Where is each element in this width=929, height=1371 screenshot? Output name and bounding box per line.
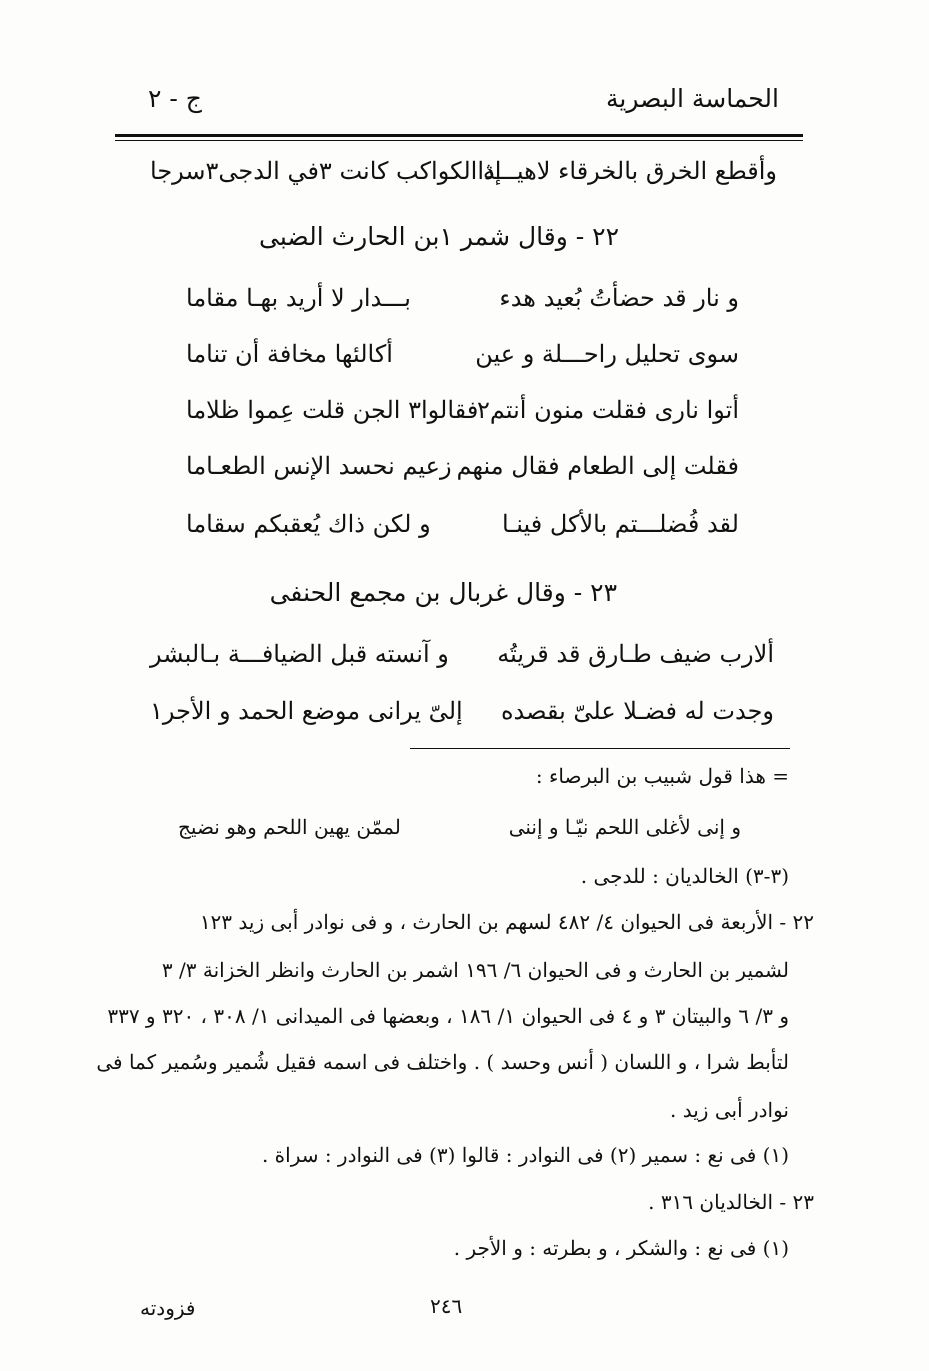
footnote-verse-right: و إنى لأغلى اللحم نيّـا و إننى <box>508 815 741 839</box>
verse-hemistich-left: أكالئها مخافة أن تناما <box>186 340 393 368</box>
verse-hemistich-right: وأقطع الخرق بالخرقاء لاهيـــة <box>482 157 777 185</box>
footnote-line: لتأبط شرا ، و اللسان ( أنس وحسد ) . واختلف فى اسمه فقيل شُمير وسُمير كما فى <box>96 1050 789 1074</box>
footnote-line: ٢٢ - الأربعة فى الحيوان ٤/ ٤٨٢ لسهم بن الحارث ، و فى نوادر أبى زيد ١٢٣ <box>199 910 814 934</box>
verse-hemistich-left: بـــدار لا أريد بهـا مقاما <box>186 284 411 312</box>
header-rule-thin <box>115 140 803 141</box>
footnote-line: نوادر أبى زيد . <box>670 1098 789 1122</box>
footnote-line: (١) فى نع : والشكر ، و بطرته : و الأجر . <box>453 1236 789 1260</box>
running-header-volume: ج - ٢ <box>148 84 202 113</box>
verse-hemistich-right: لقد فُضلـــتم بالأكل فينـا <box>501 510 739 538</box>
verse-hemistich-right: فقلت إلى الطعام فقال منهم <box>456 452 739 480</box>
verse-hemistich-right: أتوا نارى فقلت منون أنتم٢ <box>477 396 739 424</box>
verse-hemistich-left: إلىّ يرانى موضع الحمد و الأجر١ <box>150 697 463 725</box>
catchword: فزودته <box>140 1296 196 1320</box>
verse-hemistich-right: وجدت له فضـلا علىّ بقصده <box>500 697 774 725</box>
running-header-title: الحماسة البصرية <box>605 84 779 113</box>
poem-heading-22: ٢٢ - وقال شمر ١بن الحارث الضبى <box>259 222 619 251</box>
header-rule-thick <box>115 134 803 137</box>
footnote-line: = هذا قول شبيب بن البرصاء : <box>535 764 789 788</box>
verse-hemistich-left: فقالوا٣ الجن قلت عِموا ظلاما <box>186 396 479 424</box>
footnote-separator <box>410 748 790 749</box>
verse-hemistich-left: و لكن ذاك يُعقبكم سقاما <box>186 510 431 538</box>
verse-hemistich-right: ألارب ضيف طـارق قد قريتُه <box>497 640 774 668</box>
footnote-verse-left: لممّن يهين اللحم وهو نضيج <box>178 815 401 839</box>
footnote-line: ٢٣ - الخالديان ٣١٦ . <box>648 1190 814 1214</box>
footnote-line: (١) فى نع : سمير (٢) فى النوادر : قالوا (٣) فى النوادر : سراة . <box>261 1143 789 1167</box>
footnote-line: و ٣/ ٦ والبيتان ٣ و ٤ فى الحيوان ١/ ١٨٦ ، وبعضها فى الميدانى ١/ ٣٠٨ ، ٣٢٠ و ٣٣٧ <box>107 1004 789 1028</box>
verse-hemistich-left: إذاالكواكب كانت ٣في الدجى٣سرجا <box>150 157 502 185</box>
verse-hemistich-right: و نار قد حضأتُ بُعيد هدء <box>499 284 739 312</box>
poem-heading-23: ٢٣ - وقال غربال بن مجمع الحنفى <box>269 578 617 607</box>
page-number: ٢٤٦ <box>430 1294 463 1318</box>
verse-hemistich-left: و آنسته قبل الضيافـــة بـالبشر <box>150 640 449 668</box>
footnote-line: لشمير بن الحارث و فى الحيوان ٦/ ١٩٦ اشمر بن الحارث وانظر الخزانة ٣/ ٣ <box>161 958 789 982</box>
verse-hemistich-left: زعيم نحسد الإنس الطعـاما <box>186 452 452 480</box>
footnote-line: (٣-٣) الخالديان : للدجى . <box>580 864 789 888</box>
verse-hemistich-right: سوى تحليل راحـــلة و عين <box>475 340 739 368</box>
